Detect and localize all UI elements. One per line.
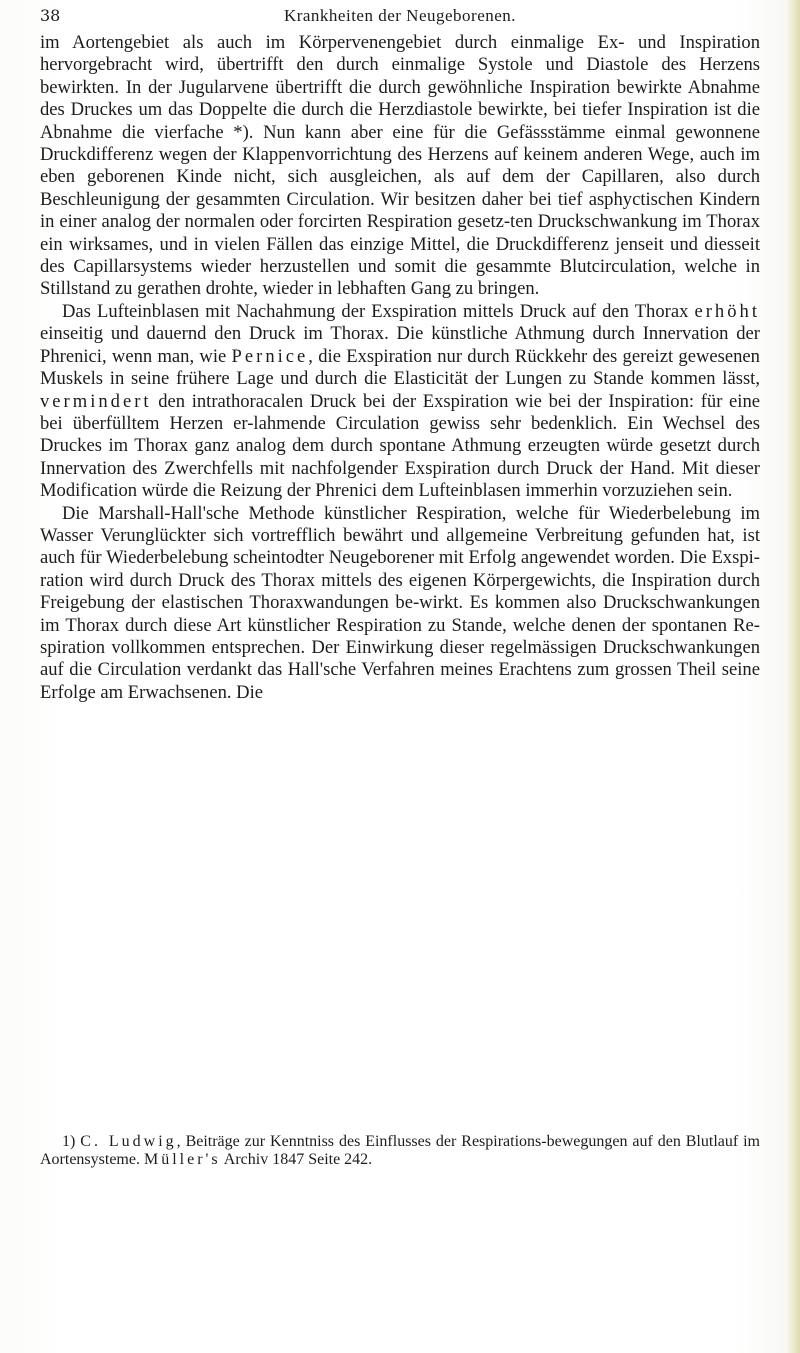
- emphasis-erhoeht: erhöht: [694, 300, 760, 322]
- paragraph-2-text-g: den intrathoracalen Druck bei der Exspiration wie bei der Inspiration: für eine bei überfülltem Herzen er-lahmende Circulation gewiss sehr bedenklich. Ein Wechsel des Druckes im Thorax ganz analog dem durch spontane Athmung erzeugten würde gesetzt durch Innervation des Zwerchfells mit nachfolgender Exspiration durch Druck der Hand. Mit dieser Modification würde die Reizung der Phrenici dem Lufteinblasen immerhin vorzuziehen sein.: [40, 390, 760, 502]
- paragraph-3: Die Marshall-Hall'sche Methode künstlicher Respiration, welche für Wiederbelebung im Wasser Verunglückter sich vortrefflich bewährt und allgemeine Verbreitung gefunden hat, ist auch für Wiederbelebung scheintodter Neugeborener mit Erfolg angewendet worden. Die Exspi-ration wird durch Druck des Thorax mittels des eigenen Körpergewichts, die Inspiration durch Freigebung der elastischen Thoraxwandungen be-wirkt. Es kommen also Druckschwankungen im Thorax durch diese Art künstlicher Respiration zu Stande, welche denen der spontanen Re-spiration vollkommen entsprechen. Der Einwirkung dieser regelmässigen Druckschwankungen auf die Circulation verdankt das Hall'sche Verfahren meines Erachtens zum grossen Theil seine Erfolge am Erwachsenen. Die: [40, 502, 760, 703]
- page-header: [40, 2, 760, 30]
- footnote-1: [40, 1133, 760, 1168]
- author-name-pernice: Pernice: [231, 345, 309, 367]
- body-text: [40, 32, 760, 704]
- emphasis-vermindert: vermindert: [40, 390, 152, 412]
- footnote-text-a: , Beiträge zur Kenntniss des Einflusses der Respirations-bewegungen auf den Blutlauf im Aortensysteme.: [40, 1133, 761, 1168]
- footnote-marker: 1): [62, 1133, 76, 1150]
- footnotes: [40, 1133, 760, 1168]
- paragraph-2-text-c: einseitig und dauernd den Druck im Thorax. Die künstliche Athmung durch Innervation der Phrenici, wenn man, wie: [40, 323, 760, 367]
- running-title: Krankheiten der Neugeborenen.: [283, 6, 517, 25]
- paragraph-2-text-a: Das Lufteinblasen mit Nachahmung der Exspiration mittels Druck auf den Thorax: [62, 300, 695, 322]
- paragraph-1: im Aortengebiet als auch im Körpervenengebiet durch einmalige Ex- und Inspiration hervorgebracht wird, übertrifft den durch einmalige Systole und Diastole des Herzens bewirkten. In der Jugularvene übertrifft die durch gewöhnliche Inspiration bewirkte Abnahme des Druckes um das Doppelte die durch die Herzdiastole bewirkte, bei tiefer Inspiration ist die Abnahme die vierfache *). Nun kann aber eine für die Gefässstämme einmal gewonnene Druckdifferenz wegen der Klappenvorrichtung des Herzens auf keinem anderen Wege, auch im eben geborenen Kinde nicht, sich ausgleichen, als auf dem der Capillaren, also durch Beschleunigung der gesammten Circulation. Wir besitzen daher bei tief asphyctischen Kindern in einer analog der normalen oder forcirten Respiration gesetz-ten Druckschwankung im Thorax ein wirksames, und in vielen Fällen das einzige Mittel, die Druckdifferenz jenseit und diesseit des Capillarsystems wieder herzustellen und somit die gesammte Blutcirculation, welche in Stillstand zu gerathen drohte, wieder in lebhaften Gang zu bringen.: [40, 32, 760, 300]
- paragraph-2: [40, 301, 760, 503]
- paragraph-2-text-e: , die Exspiration nur durch Rückkehr des gereizt gewesenen Muskels in seine frühere Lage und durch die Elasticität der Lungen zu Stande kommen lässt,: [40, 345, 760, 390]
- page-number: 38: [40, 6, 61, 25]
- footnote-author: C. Ludwig: [80, 1133, 177, 1150]
- footnote-journal-author: Müller's: [143, 1150, 221, 1168]
- footnote-text-b: Archiv 1847 Seite 242.: [220, 1150, 373, 1168]
- page-edge-shadow: [786, 0, 800, 1353]
